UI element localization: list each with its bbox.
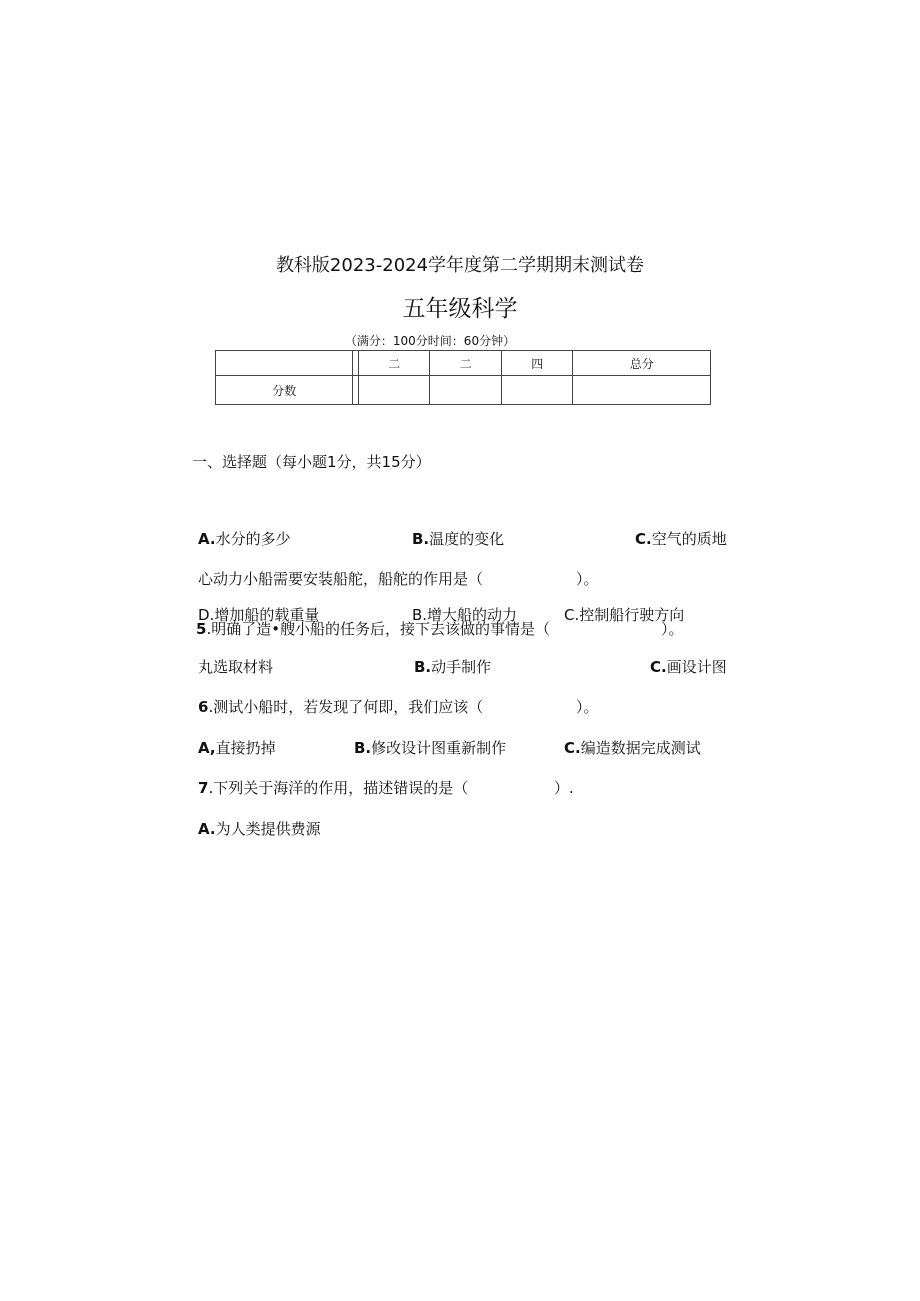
option-b: B.增大船的动力 xyxy=(412,606,518,624)
score-table-header-cell: 四 xyxy=(501,351,573,376)
option-b: B.温度的变化 xyxy=(412,530,505,548)
question-4-options-clipped xyxy=(198,602,718,624)
option-a: D.增加船的载重量 xyxy=(198,606,320,624)
question-4-close: ）。 xyxy=(576,570,599,588)
option-c: C.控制船行驶方向 xyxy=(564,606,685,624)
option-a: A,直接扔掉 xyxy=(198,739,276,757)
score-table-row xyxy=(216,376,711,405)
option-b: B.修改设计图重新制作 xyxy=(354,739,507,757)
option-a: A.水分的多少 xyxy=(198,530,291,548)
option-a: A.为人类提供费源 xyxy=(198,820,321,838)
option-b: B.动手制作 xyxy=(414,658,492,676)
question-5-close: ）。 xyxy=(661,620,684,638)
question-6-close: ）。 xyxy=(576,698,599,716)
score-table-header-cell xyxy=(216,351,353,376)
score-row-label: 分数 xyxy=(216,376,353,405)
score-cell[interactable] xyxy=(430,376,502,405)
option-a: 丸选取材料 xyxy=(198,658,274,676)
score-table-header-cell: 二 xyxy=(358,351,430,376)
score-cell[interactable] xyxy=(501,376,573,405)
option-c: C.空气的质地 xyxy=(635,530,727,548)
exam-title: 教科版2023-2024学年度第二学期期末测试卷 xyxy=(275,255,645,276)
question-7: 7.下列关于海洋的作用，描述错误的是（ xyxy=(198,779,469,797)
score-cell[interactable] xyxy=(573,376,711,405)
score-cell[interactable] xyxy=(358,376,430,405)
score-table-header-row xyxy=(216,351,711,376)
score-table-header-cell: 二 xyxy=(430,351,502,376)
question-7-close: ）. xyxy=(554,779,574,797)
option-c: C.画设计图 xyxy=(650,658,727,676)
question-5: 5.明确了造•艘小船的任务后，接下去该做的事情是（ xyxy=(196,620,551,638)
score-table-header-cell: 总分 xyxy=(573,351,711,376)
question-6: 6.测试小船时，若发现了何即，我们应该（ xyxy=(198,698,484,716)
option-c: C.编造数据完成测试 xyxy=(564,739,701,757)
exam-subtitle: 五年级科学 xyxy=(402,296,518,322)
exam-info: （满分：100分时间：60分钟） xyxy=(344,334,516,348)
score-table xyxy=(215,350,711,405)
section-title: 一、选择题（每小题1分，共15分） xyxy=(192,453,431,471)
question-4-stem: 心动力小船需要安装船舵，船舵的作用是（ xyxy=(198,570,484,588)
